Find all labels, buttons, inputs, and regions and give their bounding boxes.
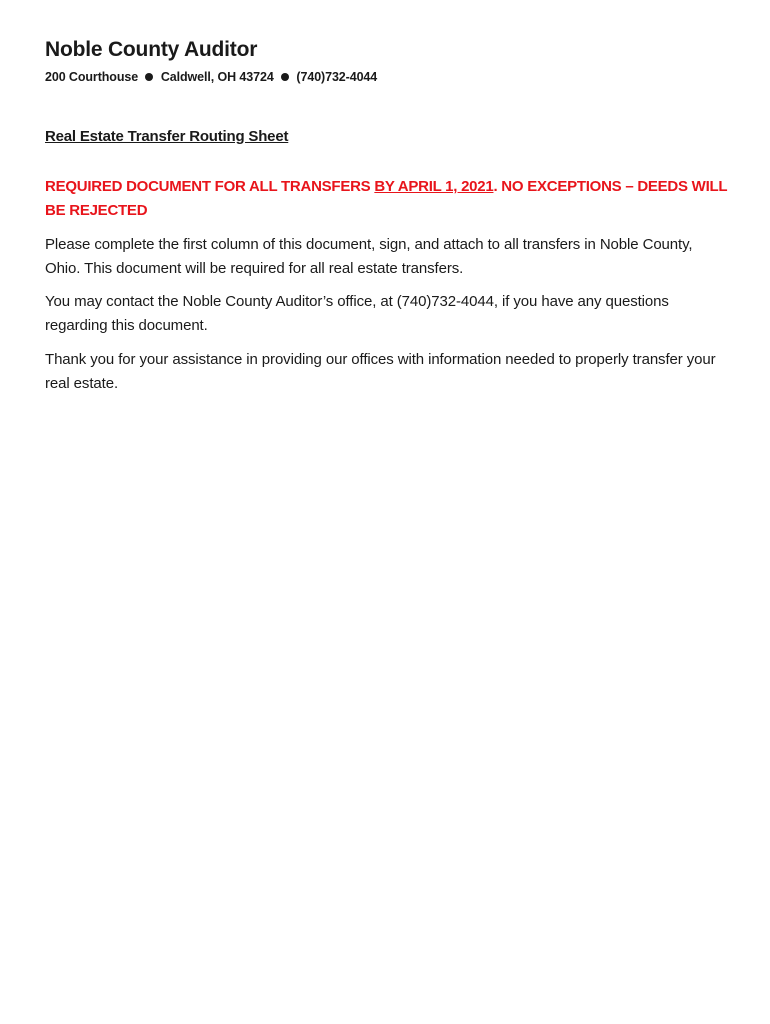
section-heading: Real Estate Transfer Routing Sheet <box>45 128 289 145</box>
notice-prefix: REQUIRED DOCUMENT FOR ALL TRANSFERS <box>45 178 375 195</box>
contact-paragraph: You may contact the Noble County Auditor’s office, at (740)732-4044, if you have any questions regarding this document. <box>45 293 669 334</box>
required-notice <box>45 175 730 223</box>
thank-you-paragraph: Thank you for your assistance in providing our offices with information needed to properly transfer your real estate. <box>45 351 716 392</box>
instructions-paragraph: Please complete the first column of this document, sign, and attach to all transfers in Noble County, Ohio. This document will be required for all real estate transfers. <box>45 236 693 277</box>
address-city: Caldwell, OH 43724 <box>160 70 274 84</box>
office-address-line <box>45 70 377 84</box>
office-title: Noble County Auditor <box>45 38 258 61</box>
notice-suffix: . NO EXCEPTIONS – DEEDS WILL BE REJECTED <box>45 178 728 219</box>
office-phone: (740)732-4044 <box>296 70 378 84</box>
notice-deadline: BY APRIL 1, 2021 <box>374 178 494 195</box>
bullet-separator-icon <box>145 73 153 81</box>
bullet-separator-icon <box>281 73 289 81</box>
address-street: 200 Courthouse <box>45 70 139 84</box>
